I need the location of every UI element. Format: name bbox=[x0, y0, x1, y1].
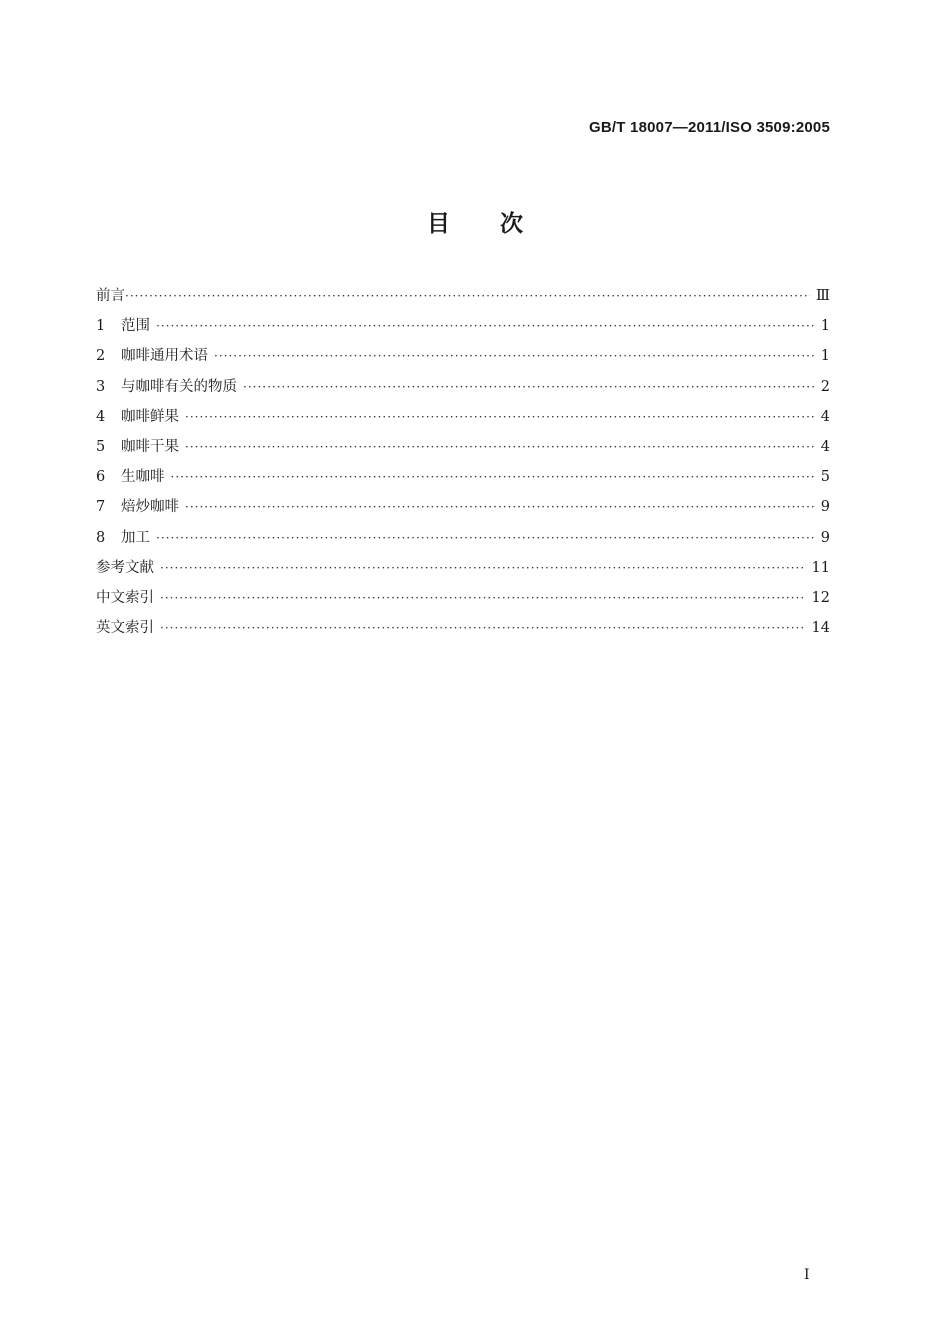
toc-leader-dots bbox=[185, 440, 814, 454]
toc-page-number: 4 bbox=[820, 438, 830, 455]
toc-page-number: 14 bbox=[811, 620, 830, 637]
toc-section-number: 5 bbox=[96, 438, 106, 455]
toc-label: 咖啡干果 bbox=[121, 438, 179, 455]
toc-page-number: 12 bbox=[811, 589, 830, 606]
toc-section-number: 4 bbox=[96, 408, 106, 425]
toc-page-number: 1 bbox=[820, 318, 830, 335]
toc-item-2[interactable] bbox=[96, 344, 830, 374]
toc-label: 焙炒咖啡 bbox=[121, 499, 179, 516]
toc-item-1[interactable] bbox=[96, 314, 830, 344]
toc-leader-dots bbox=[160, 561, 806, 575]
toc-item-4[interactable] bbox=[96, 405, 830, 435]
toc-label: 加工 bbox=[121, 529, 150, 546]
toc-label: 与咖啡有关的物质 bbox=[121, 378, 237, 395]
page-number: I bbox=[804, 1267, 810, 1283]
toc-label: 中文索引 bbox=[96, 589, 154, 606]
toc-page-number: 9 bbox=[820, 499, 830, 516]
toc-item-3[interactable] bbox=[96, 375, 830, 405]
toc-label: 前言 bbox=[96, 288, 125, 304]
toc-item-8[interactable] bbox=[96, 526, 830, 556]
standard-code: GB/T 18007—2011/ISO 3509:2005 bbox=[589, 119, 830, 136]
toc-section-number: 6 bbox=[96, 469, 106, 486]
toc-leader-dots bbox=[171, 470, 815, 484]
toc-leader-dots bbox=[243, 380, 814, 394]
toc-item-5[interactable] bbox=[96, 435, 830, 465]
toc-page-number: 1 bbox=[820, 348, 830, 365]
toc-section-number: 3 bbox=[96, 378, 106, 395]
toc-label: 英文索引 bbox=[96, 620, 154, 637]
title-char-1: 目 bbox=[427, 211, 450, 237]
toc-label: 参考文献 bbox=[96, 559, 154, 576]
toc-page-number: 4 bbox=[820, 408, 830, 425]
toc-page-number: 9 bbox=[820, 529, 830, 546]
toc-section-number: 1 bbox=[96, 318, 106, 335]
toc-item-foreword[interactable] bbox=[96, 284, 830, 314]
table-of-contents bbox=[96, 284, 830, 646]
toc-page-number: Ⅲ bbox=[816, 288, 830, 304]
toc-leader-dots bbox=[160, 591, 806, 605]
toc-page-number: 2 bbox=[820, 378, 830, 395]
toc-item-chinese-index[interactable] bbox=[96, 586, 830, 616]
toc-item-6[interactable] bbox=[96, 465, 830, 495]
toc-page-number: 11 bbox=[811, 559, 830, 576]
toc-leader-dots bbox=[156, 531, 814, 545]
page-title bbox=[0, 205, 950, 238]
toc-section-number: 8 bbox=[96, 529, 106, 546]
toc-leader-dots bbox=[185, 410, 814, 424]
toc-leader-dots bbox=[156, 319, 814, 333]
toc-item-7[interactable] bbox=[96, 495, 830, 525]
toc-leader-dots bbox=[214, 349, 814, 363]
title-char-2: 次 bbox=[500, 211, 523, 237]
toc-label: 咖啡鲜果 bbox=[121, 408, 179, 425]
toc-leader-dots bbox=[160, 621, 806, 635]
toc-leader-dots bbox=[125, 289, 810, 303]
toc-section-number: 7 bbox=[96, 499, 106, 516]
toc-label: 生咖啡 bbox=[121, 469, 165, 486]
toc-page-number: 5 bbox=[820, 469, 830, 486]
toc-item-bibliography[interactable] bbox=[96, 556, 830, 586]
toc-label: 咖啡通用术语 bbox=[121, 348, 208, 365]
toc-item-english-index[interactable] bbox=[96, 616, 830, 646]
toc-label: 范围 bbox=[121, 318, 150, 335]
toc-leader-dots bbox=[185, 500, 814, 514]
toc-section-number: 2 bbox=[96, 348, 106, 365]
